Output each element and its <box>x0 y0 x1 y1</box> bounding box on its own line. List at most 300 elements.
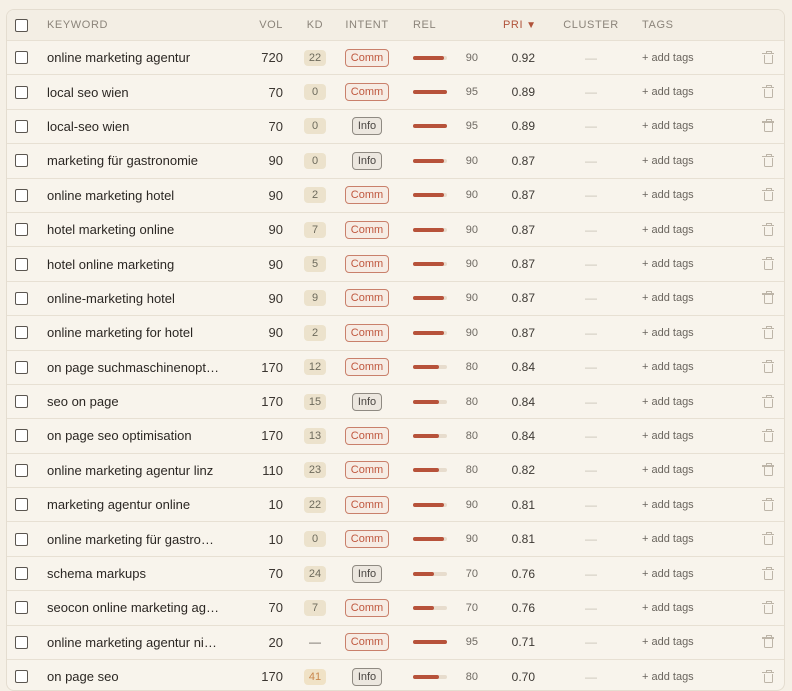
intent-cell <box>343 75 391 108</box>
delete-button[interactable] <box>759 419 777 452</box>
priority-value: 0.76 <box>511 600 535 615</box>
keyword-cell <box>47 522 232 555</box>
intent-cell <box>343 110 391 143</box>
kd-badge: 9 <box>304 290 326 306</box>
col-pri-label: PRI <box>503 19 524 31</box>
col-cluster-header[interactable] <box>559 10 623 40</box>
kd-cell <box>297 213 333 246</box>
table-row[interactable] <box>7 144 784 178</box>
table-row[interactable] <box>7 522 784 556</box>
volume-value: 170 <box>261 669 283 685</box>
add-tags-link[interactable]: + add tags <box>642 51 694 64</box>
table-row[interactable] <box>7 351 784 385</box>
cluster-empty[interactable]: — <box>585 153 597 168</box>
relevance-bar-fill <box>413 331 444 335</box>
keyword-text: hotel marketing online <box>47 222 175 238</box>
intent-cell <box>343 454 391 487</box>
volume-value: 90 <box>268 256 283 272</box>
keyword-text: marketing agentur online <box>47 497 191 513</box>
row-checkbox[interactable] <box>15 326 28 339</box>
row-checkbox[interactable] <box>15 601 28 614</box>
row-select-cell <box>15 144 29 177</box>
kd-badge: 7 <box>304 222 326 238</box>
cluster-empty[interactable]: — <box>585 85 597 100</box>
intent-cell <box>343 247 391 280</box>
kd-cell <box>297 179 333 212</box>
relevance-bar-fill <box>413 503 444 507</box>
delete-button[interactable] <box>759 316 777 349</box>
cluster-empty[interactable]: — <box>585 222 597 237</box>
intent-badge: Comm <box>345 530 389 548</box>
row-select-cell <box>15 488 29 521</box>
kd-cell <box>297 282 333 315</box>
relevance-bar-fill <box>413 296 444 300</box>
add-tags-link[interactable]: + add tags <box>642 326 694 339</box>
relevance-value: 90 <box>465 154 478 167</box>
kd-badge: 22 <box>304 50 326 66</box>
intent-cell <box>343 419 391 452</box>
add-tags-link[interactable]: + add tags <box>642 395 694 408</box>
intent-badge: Comm <box>345 461 389 479</box>
row-select-cell <box>15 419 29 452</box>
col-kd-header[interactable] <box>297 10 333 40</box>
intent-cell <box>343 179 391 212</box>
table-row[interactable] <box>7 247 784 281</box>
relevance-value: 80 <box>465 670 478 683</box>
keyword-text: marketing für gastronomie <box>47 153 199 169</box>
volume-value: 720 <box>261 50 283 66</box>
table-row[interactable] <box>7 419 784 453</box>
priority-value: 0.81 <box>511 497 535 512</box>
relevance-bar-fill <box>413 124 447 128</box>
add-tags-link[interactable]: + add tags <box>642 258 694 271</box>
keyword-cell <box>47 419 232 452</box>
delete-button[interactable] <box>759 351 777 384</box>
relevance-value: 80 <box>465 464 478 477</box>
relevance-value: 95 <box>465 86 478 99</box>
relevance-bar-fill <box>413 56 444 60</box>
trash-icon <box>763 636 773 648</box>
row-checkbox[interactable] <box>15 498 28 511</box>
keyword-cell <box>47 591 232 624</box>
relevance-value: 90 <box>465 292 478 305</box>
keyword-text: online marketing agentur ni… <box>47 634 217 650</box>
add-tags-link[interactable]: + add tags <box>642 601 694 614</box>
priority-value: 0.82 <box>511 463 535 478</box>
kd-badge: 2 <box>304 187 326 203</box>
priority-value: 0.81 <box>511 532 535 547</box>
trash-icon <box>763 292 773 304</box>
trash-icon <box>763 224 773 236</box>
delete-button[interactable] <box>759 557 777 590</box>
relevance-bar-fill <box>413 262 444 266</box>
add-tags-link[interactable]: + add tags <box>642 361 694 374</box>
relevance-bar <box>413 90 447 94</box>
kd-cell <box>297 110 333 143</box>
cluster-empty[interactable]: — <box>585 291 597 306</box>
row-checkbox[interactable] <box>15 86 28 99</box>
cluster-empty[interactable]: — <box>585 566 597 581</box>
keyword-cell <box>47 75 232 108</box>
col-tags-label: TAGS <box>642 19 674 31</box>
cluster-empty[interactable]: — <box>585 497 597 512</box>
intent-badge: Comm <box>345 255 389 273</box>
cluster-empty[interactable]: — <box>585 635 597 650</box>
table-row[interactable] <box>7 454 784 488</box>
kd-cell <box>297 144 333 177</box>
intent-cell <box>343 591 391 624</box>
add-tags-link[interactable]: + add tags <box>642 498 694 511</box>
table-row[interactable] <box>7 488 784 522</box>
intent-badge: Comm <box>345 221 389 239</box>
sort-desc-icon: ▼ <box>526 19 537 31</box>
keyword-text: online marketing für gastro… <box>47 531 214 547</box>
keyword-cell <box>47 488 232 521</box>
relevance-bar <box>413 434 447 438</box>
cluster-empty[interactable]: — <box>585 394 597 409</box>
keyword-text: online marketing agentur <box>47 50 191 66</box>
row-checkbox[interactable] <box>15 120 28 133</box>
keyword-cell <box>47 144 232 177</box>
kd-cell <box>297 488 333 521</box>
kd-cell <box>297 591 333 624</box>
intent-badge: Comm <box>345 427 389 445</box>
volume-value: 70 <box>268 118 283 134</box>
delete-button[interactable] <box>759 660 777 691</box>
add-tags-link[interactable]: + add tags <box>642 567 694 580</box>
intent-badge: Comm <box>345 358 389 376</box>
relevance-bar <box>413 537 447 541</box>
relevance-bar <box>413 365 447 369</box>
intent-cell <box>343 488 391 521</box>
trash-icon <box>763 189 773 201</box>
cluster-empty[interactable]: — <box>585 119 597 134</box>
row-select-cell <box>15 454 29 487</box>
add-tags-link[interactable]: + add tags <box>642 533 694 546</box>
keyword-text: online marketing agentur linz <box>47 462 214 478</box>
keyword-cell <box>47 213 232 246</box>
relevance-bar-fill <box>413 434 439 438</box>
table-row[interactable] <box>7 110 784 144</box>
relevance-bar <box>413 296 447 300</box>
col-intent-header[interactable] <box>343 10 391 40</box>
add-tags-link[interactable]: + add tags <box>642 429 694 442</box>
priority-value: 0.87 <box>511 222 535 237</box>
delete-button[interactable] <box>759 213 777 246</box>
relevance-value: 90 <box>465 223 478 236</box>
kd-badge: 22 <box>304 497 326 513</box>
add-tags-link[interactable]: + add tags <box>642 154 694 167</box>
keyword-cell <box>47 385 232 418</box>
intent-badge: Comm <box>345 633 389 651</box>
keyword-text: on page seo <box>47 669 119 685</box>
keyword-cell <box>47 282 232 315</box>
priority-value: 0.89 <box>511 85 535 100</box>
row-select-cell <box>15 557 29 590</box>
delete-button[interactable] <box>759 179 777 212</box>
row-select-cell <box>15 179 29 212</box>
table-row[interactable] <box>7 75 784 109</box>
col-rel-header[interactable] <box>413 10 483 40</box>
kd-badge: 0 <box>304 153 326 169</box>
col-keyword-header[interactable] <box>47 10 232 40</box>
add-tags-link[interactable]: + add tags <box>642 189 694 202</box>
relevance-value: 95 <box>465 636 478 649</box>
kd-badge: 15 <box>304 394 326 410</box>
keyword-cell <box>47 454 232 487</box>
table-row[interactable] <box>7 385 784 419</box>
add-tags-link[interactable]: + add tags <box>642 292 694 305</box>
relevance-value: 90 <box>465 498 478 511</box>
add-tags-link[interactable]: + add tags <box>642 120 694 133</box>
volume-value: 170 <box>261 359 283 375</box>
kd-badge: 13 <box>304 428 326 444</box>
relevance-value: 90 <box>465 258 478 271</box>
row-checkbox[interactable] <box>15 258 28 271</box>
relevance-bar-fill <box>413 537 444 541</box>
cluster-empty[interactable]: — <box>585 669 597 684</box>
intent-cell <box>343 213 391 246</box>
row-select-cell <box>15 522 29 555</box>
table-row[interactable] <box>7 213 784 247</box>
priority-value: 0.87 <box>511 153 535 168</box>
delete-button[interactable] <box>759 522 777 555</box>
row-select-cell <box>15 385 29 418</box>
intent-badge: Comm <box>345 496 389 514</box>
row-select-cell <box>15 660 29 691</box>
intent-badge: Info <box>352 668 382 686</box>
volume-value: 10 <box>268 497 283 513</box>
row-checkbox[interactable] <box>15 292 28 305</box>
relevance-value: 80 <box>465 429 478 442</box>
kd-cell <box>297 557 333 590</box>
delete-button[interactable] <box>759 591 777 624</box>
keyword-cell <box>47 41 232 74</box>
row-checkbox[interactable] <box>15 464 28 477</box>
add-tags-link[interactable]: + add tags <box>642 636 694 649</box>
keyword-text: online marketing for hotel <box>47 325 193 341</box>
keyword-table <box>6 9 785 691</box>
cluster-empty[interactable]: — <box>585 188 597 203</box>
row-checkbox[interactable] <box>15 533 28 546</box>
priority-value: 0.70 <box>511 669 535 684</box>
row-checkbox[interactable] <box>15 361 28 374</box>
add-tags-link[interactable]: + add tags <box>642 670 694 683</box>
trash-icon <box>763 86 773 98</box>
keyword-cell <box>47 110 232 143</box>
intent-cell <box>343 282 391 315</box>
relevance-value: 90 <box>465 189 478 202</box>
row-checkbox[interactable] <box>15 567 28 580</box>
kd-cell <box>297 626 333 659</box>
row-checkbox[interactable] <box>15 223 28 236</box>
relevance-bar-fill <box>413 159 444 163</box>
col-intent-label: INTENT <box>345 19 389 31</box>
volume-value: 70 <box>268 84 283 100</box>
volume-value: 90 <box>268 187 283 203</box>
intent-badge: Comm <box>345 599 389 617</box>
volume-value: 170 <box>261 394 283 410</box>
intent-badge: Info <box>352 565 382 583</box>
row-checkbox[interactable] <box>15 395 28 408</box>
keyword-cell <box>47 351 232 384</box>
volume-value: 170 <box>261 428 283 444</box>
kd-cell <box>297 41 333 74</box>
delete-button[interactable] <box>759 247 777 280</box>
add-tags-link[interactable]: + add tags <box>642 86 694 99</box>
priority-value: 0.87 <box>511 291 535 306</box>
kd-cell <box>297 351 333 384</box>
relevance-bar <box>413 675 447 679</box>
table-body <box>7 41 784 691</box>
intent-badge: Info <box>352 152 382 170</box>
delete-button[interactable] <box>759 454 777 487</box>
priority-value: 0.71 <box>511 635 535 650</box>
row-checkbox[interactable] <box>15 189 28 202</box>
table-row[interactable] <box>7 591 784 625</box>
keyword-cell <box>47 316 232 349</box>
trash-icon <box>763 533 773 545</box>
cluster-empty[interactable]: — <box>585 257 597 272</box>
table-row[interactable] <box>7 179 784 213</box>
relevance-value: 70 <box>465 567 478 580</box>
trash-icon <box>763 602 773 614</box>
row-select-cell <box>15 316 29 349</box>
kd-badge: 23 <box>304 462 326 478</box>
keyword-text: schema markups <box>47 566 146 582</box>
trash-icon <box>763 499 773 511</box>
delete-button[interactable] <box>759 110 777 143</box>
relevance-value: 90 <box>465 51 478 64</box>
kd-badge: 24 <box>304 566 326 582</box>
kd-badge: 2 <box>304 325 326 341</box>
col-kd-label: KD <box>306 19 324 31</box>
delete-button[interactable] <box>759 144 777 177</box>
relevance-bar-fill <box>413 365 439 369</box>
select-all-checkbox[interactable] <box>15 19 28 32</box>
cluster-empty[interactable]: — <box>585 50 597 65</box>
row-checkbox[interactable] <box>15 670 28 683</box>
priority-value: 0.87 <box>511 257 535 272</box>
intent-badge: Info <box>352 117 382 135</box>
relevance-bar-fill <box>413 640 447 644</box>
table-row[interactable] <box>7 557 784 591</box>
intent-badge: Comm <box>345 49 389 67</box>
table-row[interactable] <box>7 660 784 691</box>
kd-cell <box>297 75 333 108</box>
keyword-text: seo on page <box>47 394 119 410</box>
col-vol-header[interactable] <box>237 10 283 40</box>
delete-button[interactable] <box>759 385 777 418</box>
kd-cell <box>297 385 333 418</box>
cluster-empty[interactable]: — <box>585 532 597 547</box>
kd-cell <box>297 316 333 349</box>
col-rel-label: REL <box>413 19 437 31</box>
add-tags-link[interactable]: + add tags <box>642 464 694 477</box>
table-row[interactable] <box>7 316 784 350</box>
relevance-bar-fill <box>413 572 434 576</box>
volume-value: 20 <box>268 634 283 650</box>
row-checkbox[interactable] <box>15 429 28 442</box>
intent-badge: Info <box>352 393 382 411</box>
intent-cell <box>343 626 391 659</box>
intent-cell <box>343 385 391 418</box>
volume-value: 10 <box>268 531 283 547</box>
kd-cell <box>297 247 333 280</box>
keyword-text: local-seo wien <box>47 118 130 134</box>
volume-value: 90 <box>268 290 283 306</box>
intent-badge: Comm <box>345 83 389 101</box>
priority-value: 0.76 <box>511 566 535 581</box>
relevance-bar <box>413 503 447 507</box>
relevance-bar <box>413 193 447 197</box>
cluster-empty[interactable]: — <box>585 428 597 443</box>
trash-icon <box>763 120 773 132</box>
priority-value: 0.89 <box>511 119 535 134</box>
row-checkbox[interactable] <box>15 51 28 64</box>
relevance-bar <box>413 606 447 610</box>
relevance-value: 90 <box>465 326 478 339</box>
col-keyword-label: KEYWORD <box>47 19 109 31</box>
kd-cell <box>297 419 333 452</box>
trash-icon <box>763 568 773 580</box>
row-checkbox[interactable] <box>15 636 28 649</box>
delete-button[interactable] <box>759 282 777 315</box>
col-cluster-label: CLUSTER <box>563 19 619 31</box>
intent-cell <box>343 41 391 74</box>
priority-value: 0.84 <box>511 360 535 375</box>
intent-cell <box>343 144 391 177</box>
volume-value: 90 <box>268 153 283 169</box>
relevance-bar <box>413 262 447 266</box>
table-row[interactable] <box>7 626 784 660</box>
kd-badge: 7 <box>304 600 326 616</box>
relevance-value: 80 <box>465 395 478 408</box>
col-tags-header[interactable] <box>642 10 722 40</box>
kd-badge: 0 <box>304 531 326 547</box>
cluster-empty[interactable]: — <box>585 600 597 615</box>
add-tags-link[interactable]: + add tags <box>642 223 694 236</box>
relevance-bar <box>413 468 447 472</box>
cluster-empty[interactable]: — <box>585 360 597 375</box>
table-row[interactable] <box>7 41 784 75</box>
delete-button[interactable] <box>759 41 777 74</box>
priority-value: 0.87 <box>511 325 535 340</box>
delete-button[interactable] <box>759 626 777 659</box>
delete-button[interactable] <box>759 488 777 521</box>
relevance-bar-fill <box>413 675 439 679</box>
col-pri-header[interactable] <box>503 10 545 40</box>
trash-icon <box>763 430 773 442</box>
delete-button[interactable] <box>759 75 777 108</box>
priority-value: 0.87 <box>511 188 535 203</box>
relevance-value: 95 <box>465 120 478 133</box>
intent-cell <box>343 522 391 555</box>
row-select-cell <box>15 41 29 74</box>
cluster-empty[interactable]: — <box>585 325 597 340</box>
relevance-bar-fill <box>413 468 439 472</box>
table-row[interactable] <box>7 282 784 316</box>
row-select-cell <box>15 626 29 659</box>
intent-badge: Comm <box>345 289 389 307</box>
row-select-cell <box>15 591 29 624</box>
cluster-empty[interactable]: — <box>585 463 597 478</box>
intent-cell <box>343 660 391 691</box>
keyword-text: on page seo optimisation <box>47 428 192 444</box>
row-checkbox[interactable] <box>15 154 28 167</box>
relevance-bar-fill <box>413 228 444 232</box>
intent-badge: Comm <box>345 186 389 204</box>
